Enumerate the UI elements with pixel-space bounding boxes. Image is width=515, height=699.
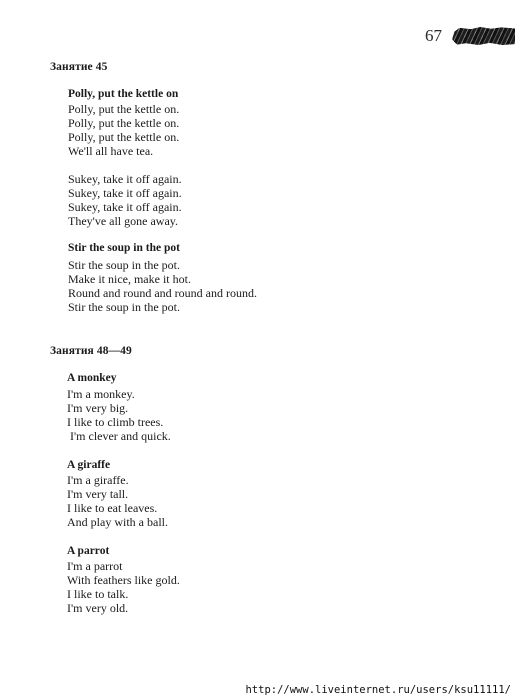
verse-line: Polly, put the kettle on.: [68, 102, 180, 116]
stanza-polly: [68, 102, 179, 158]
verse-line: Round and round and round and round.: [68, 286, 257, 301]
verse-line: I'm very big.: [67, 401, 129, 416]
page-number: 67: [425, 26, 442, 45]
lesson-45-heading: Занятие 45: [50, 61, 108, 73]
verse-line: I'm very old.: [67, 601, 129, 616]
verse-line: With feathers like gold.: [67, 573, 180, 588]
verse-line: Sukey, take it off again.: [68, 186, 182, 201]
song-title-stir: Stir the soup in the pot: [68, 242, 180, 254]
lessons-48-49-heading: Занятия 48—49: [50, 345, 132, 357]
verse-line: I'm very tall.: [67, 487, 129, 502]
verse-line: Make it nice, make it hot.: [68, 272, 191, 287]
verse-line: Sukey, take it off again.: [68, 172, 182, 186]
verse-line: I like to climb trees.: [67, 415, 164, 430]
verse-line: Stir the soup in the pot.: [68, 258, 180, 272]
verse-line: And play with a ball.: [67, 515, 168, 530]
stanza-stir: [68, 258, 257, 314]
verse-line: I like to eat leaves.: [67, 501, 158, 516]
verse-line: I'm a monkey.: [67, 387, 135, 401]
song-title-polly: Polly, put the kettle on: [68, 88, 179, 100]
verse-line: I'm a parrot: [67, 559, 123, 573]
poem-title-giraffe: A giraffe: [67, 459, 111, 471]
watermark-url: http://www.liveinternet.ru/users/ksu11111/: [245, 684, 511, 696]
poem-title-monkey: A monkey: [67, 372, 117, 384]
verse-line: Polly, put the kettle on.: [68, 116, 180, 131]
verse-line: We'll all have tea.: [68, 144, 154, 159]
verse-line: I'm clever and quick.: [67, 429, 171, 444]
verse-line: Stir the soup in the pot.: [68, 300, 180, 315]
verse-line: I'm a giraffe.: [67, 473, 129, 487]
poem-monkey: [67, 387, 171, 443]
stanza-sukey: [68, 172, 182, 228]
poem-parrot: [67, 559, 180, 615]
poem-giraffe: [67, 473, 168, 529]
verse-line: Sukey, take it off again.: [68, 200, 182, 215]
verse-line: They've all gone away.: [68, 214, 179, 229]
verse-line: I like to talk.: [67, 587, 129, 602]
decorative-corner-bar: [452, 27, 515, 45]
verse-line: Polly, put the kettle on.: [68, 130, 180, 145]
poem-title-parrot: A parrot: [67, 545, 110, 557]
